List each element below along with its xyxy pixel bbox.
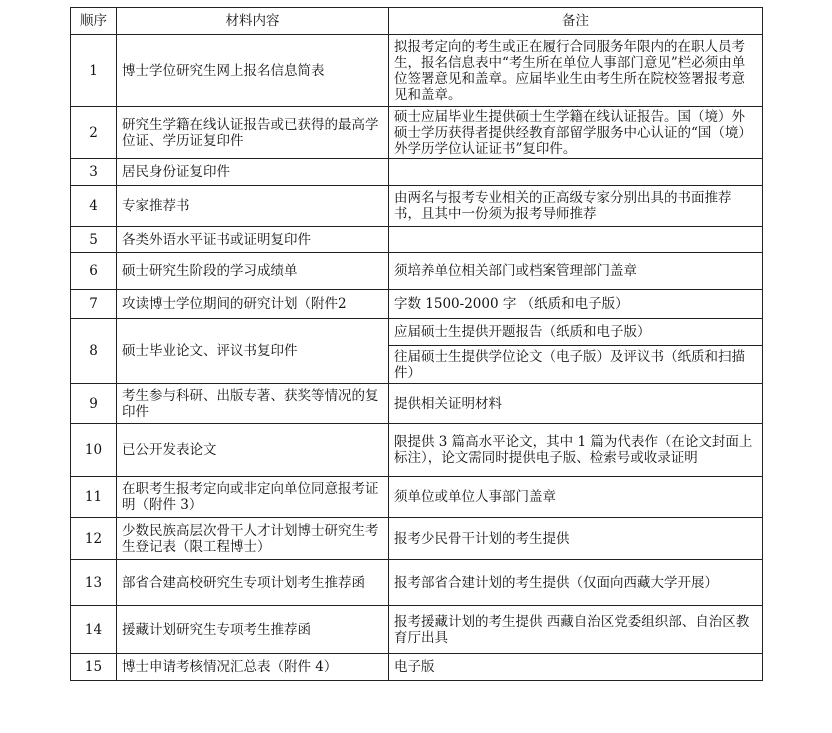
material-cell: 硕士研究生阶段的学习成绩单 [117,253,389,290]
remark-cell [389,159,763,186]
table-row [71,107,763,159]
table-row [71,186,763,227]
material-cell: 援藏计划研究生专项考生推荐函 [117,606,389,654]
table-row [71,424,763,477]
table-header-row [71,8,763,35]
remark-cell: 硕士应届毕业生提供硕士生学籍在线认证报告。国（境）外硕士学历获得者提供经教育部留学服务中心认证的“国（境）外学历学位认证证书”复印件。 [389,107,763,159]
remark-cell: 往届硕士生提供学位论文（电子版）及评议书（纸质和扫描件） [389,346,763,384]
row-number: 13 [71,560,117,606]
row-number: 1 [71,35,117,107]
remark-cell: 电子版 [389,654,763,681]
materials-table [70,7,763,681]
table-row [71,227,763,253]
material-cell: 硕士毕业论文、评议书复印件 [117,319,389,384]
material-cell: 各类外语水平证书或证明复印件 [117,227,389,253]
row-number: 7 [71,290,117,319]
remark-cell: 报考援藏计划的考生提供 西藏自治区党委组织部、自治区教育厅出具 [389,606,763,654]
table-row [71,654,763,681]
remark-cell [389,227,763,253]
table-row [71,319,763,346]
row-number: 9 [71,384,117,424]
remark-cell: 由两名与报考专业相关的正高级专家分别出具的书面推荐书，且其中一份须为报考导师推荐 [389,186,763,227]
row-number: 5 [71,227,117,253]
material-cell: 攻读博士学位期间的研究计划（附件2 [117,290,389,319]
material-cell: 博士学位研究生网上报名信息简表 [117,35,389,107]
remark-cell: 字数 1500-2000 字 （纸质和电子版） [389,290,763,319]
remark-cell: 报考部省合建计划的考生提供（仅面向西藏大学开展） [389,560,763,606]
row-number: 10 [71,424,117,477]
row-number: 4 [71,186,117,227]
table-row [71,477,763,518]
row-number: 3 [71,159,117,186]
material-cell: 专家推荐书 [117,186,389,227]
header-material: 材料内容 [117,8,389,35]
table-row [71,253,763,290]
row-number: 6 [71,253,117,290]
table-row [71,159,763,186]
table-row [71,290,763,319]
remark-cell: 报考少民骨干计划的考生提供 [389,518,763,560]
row-number: 15 [71,654,117,681]
row-number: 11 [71,477,117,518]
row-number: 2 [71,107,117,159]
table-row [71,518,763,560]
row-number: 8 [71,319,117,384]
material-cell: 部省合建高校研究生专项计划考生推荐函 [117,560,389,606]
remark-cell: 提供相关证明材料 [389,384,763,424]
table-row [71,35,763,107]
material-cell: 已公开发表论文 [117,424,389,477]
row-number: 14 [71,606,117,654]
header-num: 顺序 [71,8,117,35]
material-cell: 考生参与科研、出版专著、获奖等情况的复印件 [117,384,389,424]
material-cell: 少数民族高层次骨干人才计划博士研究生考生登记表（限工程博士） [117,518,389,560]
material-cell: 在职考生报考定向或非定向单位同意报考证明（附件 3） [117,477,389,518]
remark-cell: 须培养单位相关部门或档案管理部门盖章 [389,253,763,290]
table-row [71,606,763,654]
remark-cell: 应届硕士生提供开题报告（纸质和电子版） [389,319,763,346]
header-remark: 备注 [389,8,763,35]
remark-cell: 拟报考定向的考生或正在履行合同服务年限内的在职人员考生，报名信息表中“考生所在单位人事部门意见”栏必须由单位签署意见和盖章。应届毕业生由考生所在院校签署报考意见和盖章。 [389,35,763,107]
table-row [71,560,763,606]
remark-cell: 须单位或单位人事部门盖章 [389,477,763,518]
table-row [71,384,763,424]
material-cell: 居民身份证复印件 [117,159,389,186]
remark-cell: 限提供 3 篇高水平论文，其中 1 篇为代表作（在论文封面上标注），论文需同时提供电子版、检索号或收录证明 [389,424,763,477]
table-body [71,35,763,681]
material-cell: 研究生学籍在线认证报告或已获得的最高学位证、学历证复印件 [117,107,389,159]
row-number: 12 [71,518,117,560]
material-cell: 博士申请考核情况汇总表（附件 4） [117,654,389,681]
